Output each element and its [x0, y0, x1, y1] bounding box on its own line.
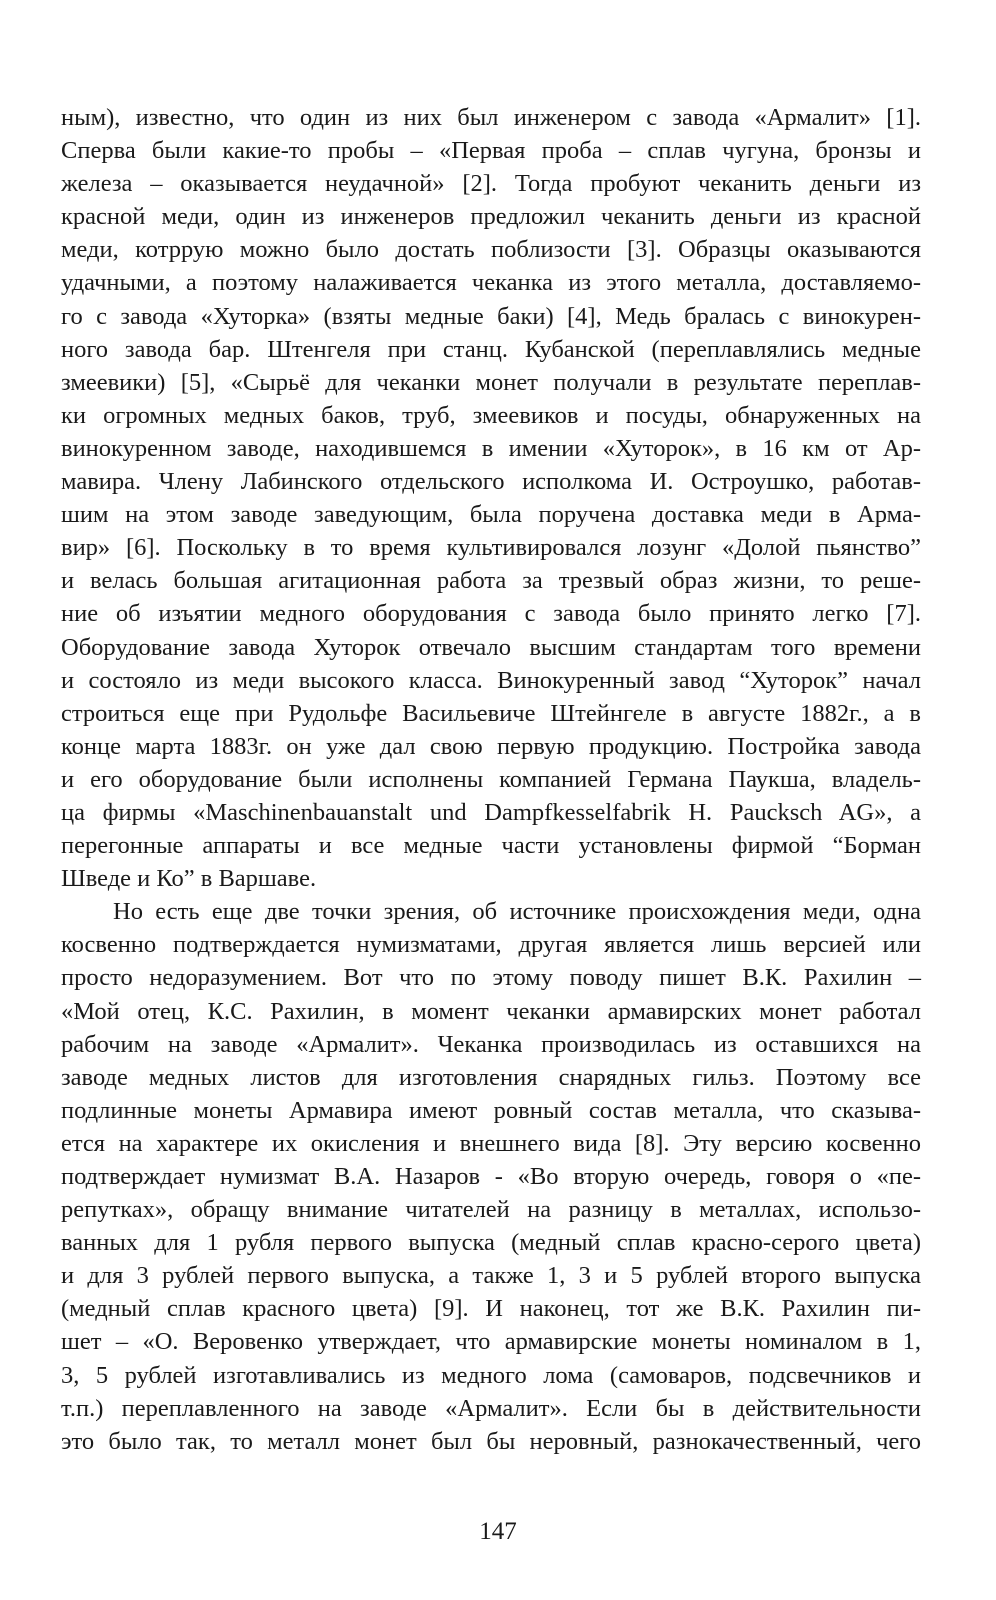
text-line: 3, 5 рублей изготавливались из медного лома (самоваров, подсвечников и — [61, 1361, 921, 1389]
text-line: заводе медных листов для изготовления снарядных гильз. Поэтому все — [61, 1063, 921, 1091]
text-line: т.п.) переплавленного на заводе «Армалит». Если бы в действительности — [61, 1394, 921, 1422]
text-line: Сперва были какие-то пробы – «Первая проба – сплав чугуна, бронзы и — [61, 137, 921, 165]
text-line: (медный сплав красного цвета) [9]. И наконец, тот же В.К. Рахилин пи- — [61, 1295, 921, 1323]
text-line: мавира. Члену Лабинского отдельского исполкома И. Остроушко, работав- — [61, 468, 921, 496]
text-line: строиться еще при Рудольфе Васильевиче Штейнгеле в августе 1882г., а в — [61, 699, 921, 727]
text-line: конце марта 1883г. он уже дал свою первую продукцию. Постройка завода — [61, 732, 921, 760]
text-line: меди, котррую можно было достать поблизости [3]. Образцы оказываются — [61, 236, 921, 264]
text-line: «Мой отец, К.С. Рахилин, в момент чеканки армавирских монет работал — [61, 997, 921, 1025]
paragraph — [61, 101, 921, 895]
text-line: Но есть еще две точки зрения, об источнике происхождения меди, одна — [113, 898, 921, 926]
text-line: удачными, а поэтому налаживается чеканка из этого металла, доставляемо- — [61, 269, 921, 297]
text-line: репутках», обращу внимание читателей на разницу в металлах, использо- — [61, 1196, 921, 1224]
text-line: ки огромных медных баков, труб, змеевиков и посуды, обнаруженных на — [61, 401, 921, 429]
text-line: и велась большая агитационная работа за трезвый образ жизни, то реше- — [61, 567, 921, 595]
text-line: шим на этом заводе заведующим, была поручена доставка меди в Арма- — [61, 501, 921, 529]
text-line: красной меди, один из инженеров предложил чеканить деньги из красной — [61, 203, 921, 231]
text-line: подлинные монеты Армавира имеют ровный состав металла, что сказыва- — [61, 1096, 921, 1124]
text-line: шет – «О. Веровенко утверждает, что армавирские монеты номиналом в 1, — [61, 1328, 921, 1356]
text-line: рабочим на заводе «Армалит». Чеканка производилась из оставшихся на — [61, 1030, 921, 1058]
text-line: змеевики) [5], «Сырьё для чеканки монет получали в результате переплав- — [61, 368, 921, 396]
text-line: ние об изъятии медного оборудования с завода было принято легко [7]. — [61, 600, 921, 628]
text-line: и его оборудование были исполнены компанией Германа Паукша, владель- — [61, 765, 921, 793]
text-line: железа – оказывается неудачной» [2]. Тогда пробуют чеканить деньги из — [61, 170, 921, 198]
page-number: 147 — [479, 1518, 517, 1545]
text-line: ного завода бар. Штенгеля при станц. Кубанской (переплавлялись медные — [61, 335, 921, 363]
body-text — [61, 101, 921, 1458]
text-line: и для 3 рублей первого выпуска, а также 1, 3 и 5 рублей второго выпуска — [61, 1262, 921, 1290]
text-line: ным), известно, что один из них был инженером с завода «Армалит» [1]. — [61, 104, 921, 131]
text-line: ца фирмы «Maschinenbauanstalt und Dampfkesselfabrik H. Paucksch AG», а — [61, 798, 921, 826]
text-line: ется на характере их окисления и внешнего вида [8]. Эту версию косвенно — [61, 1129, 921, 1157]
text-line: перегонные аппараты и все медные части установлены фирмой “Борман — [61, 832, 921, 860]
text-line: ванных для 1 рубля первого выпуска (медный сплав красно-серого цвета) — [61, 1229, 921, 1257]
text-line: косвенно подтверждается нумизматами, другая является лишь версией или — [61, 931, 921, 959]
text-line: го с завода «Хуторка» (взяты медные баки) [4], Медь бралась с винокурен- — [61, 302, 921, 330]
text-line: просто недоразумением. Вот что по этому поводу пишет В.К. Рахилин – — [61, 964, 921, 992]
text-line: подтверждает нумизмат В.А. Назаров - «Во вторую очередь, говоря о «пе- — [61, 1163, 921, 1190]
text-line: вир» [6]. Поскольку в то время культивировался лозунг «Долой пьянство” — [61, 534, 921, 562]
text-line: Оборудование завода Хуторок отвечало высшим стандартам того времени — [61, 633, 921, 661]
text-line: Шведе и Ко” в Варшаве. — [61, 865, 317, 893]
text-line: и состояло из меди высокого класса. Винокуренный завод “Хуторок” начал — [61, 666, 921, 694]
paragraph — [61, 895, 921, 1458]
text-line: это было так, то металл монет был бы неровный, разнокачественный, чего — [61, 1427, 921, 1455]
text-line: винокуренном заводе, находившемся в имении «Хуторок», в 16 км от Ар- — [61, 434, 921, 462]
